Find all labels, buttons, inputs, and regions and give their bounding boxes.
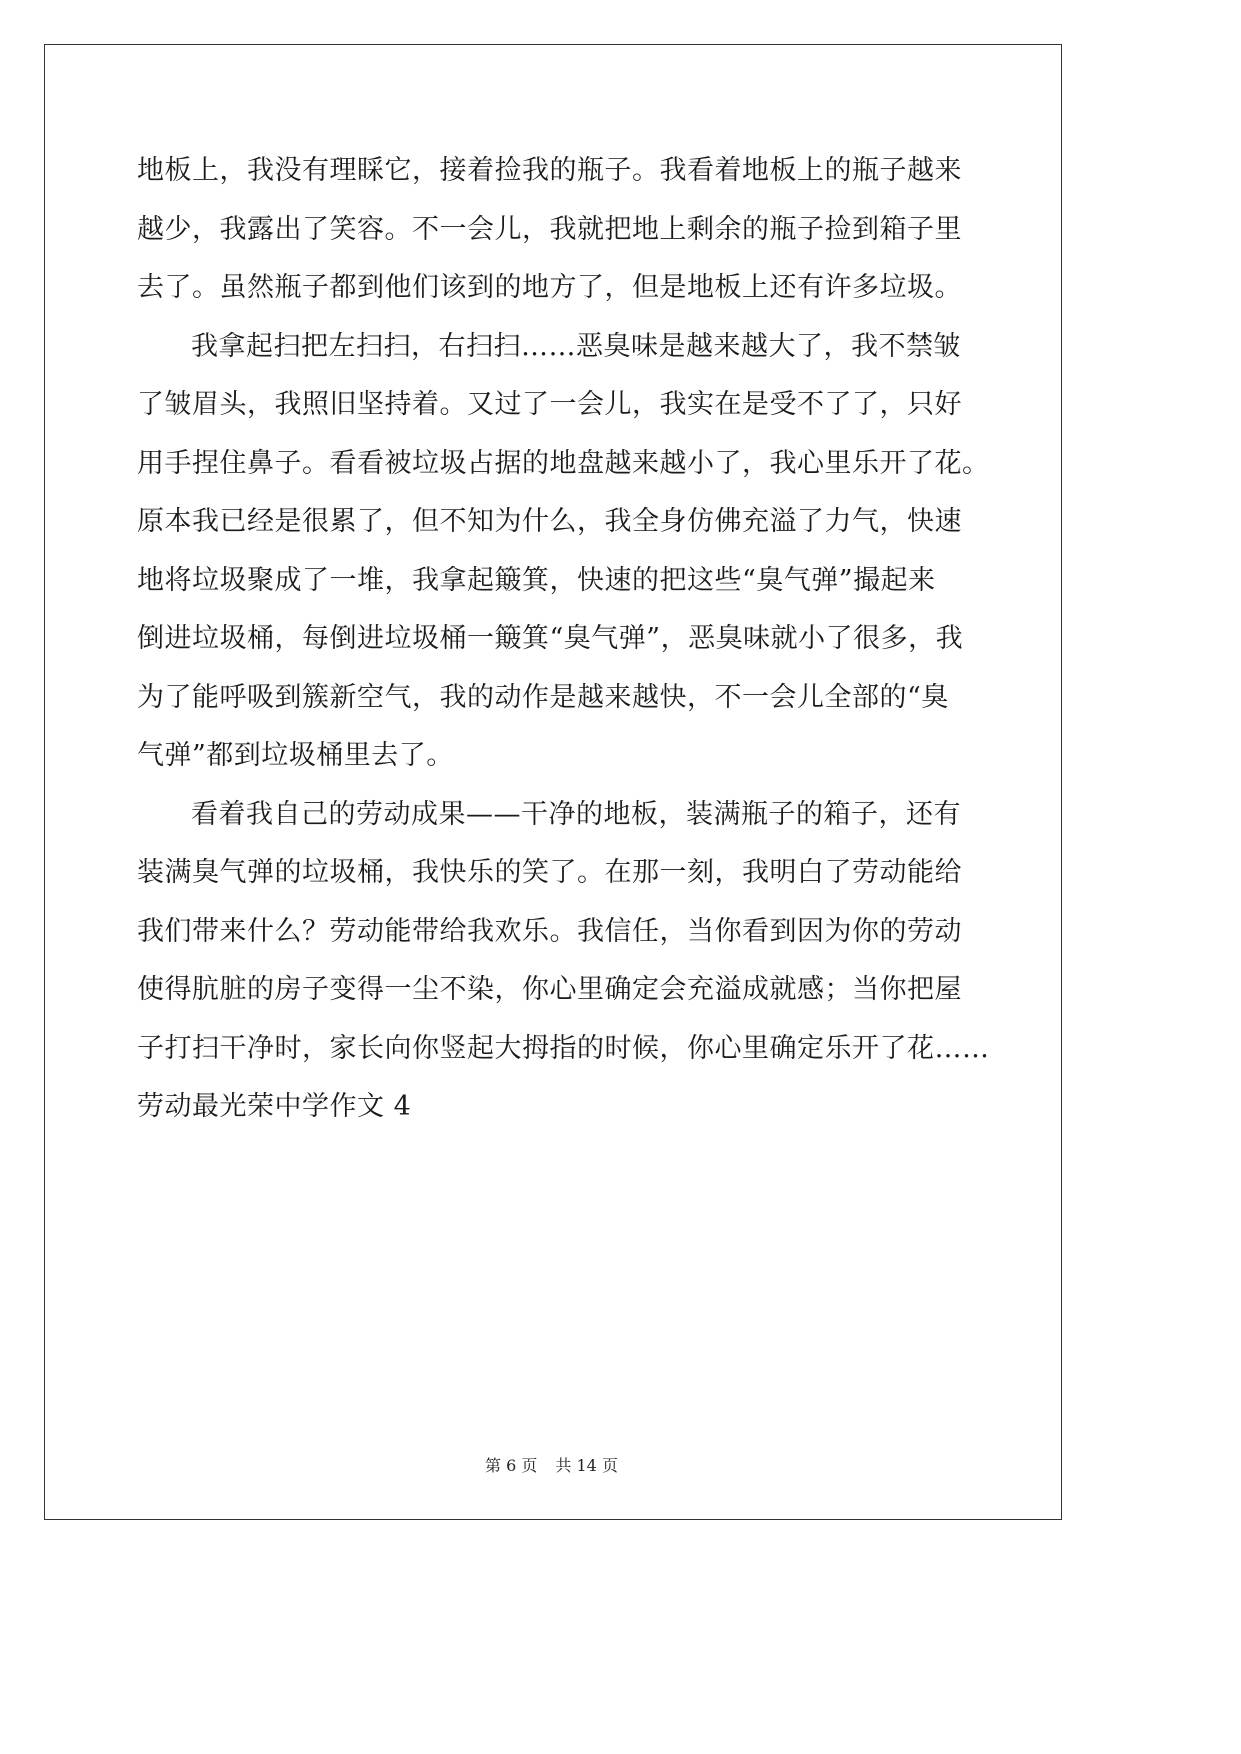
- text-line: 看着我自己的劳动成果——干净的地板，装满瓶子的箱子，还有: [191, 798, 961, 830]
- text-line: 地将垃圾聚成了一堆，我拿起簸箕，快速的把这些“臭气弹”撮起来: [137, 564, 936, 596]
- text-line: 了皱眉头，我照旧坚持着。又过了一会儿，我实在是受不了了，只好: [137, 389, 962, 420]
- text-line: 倒进垃圾桶，每倒进垃圾桶一簸箕“臭气弹”，恶臭味就小了很多，我: [137, 623, 964, 654]
- text-line: 装满臭气弹的垃圾桶，我快乐的笑了。在那一刻，我明白了劳动能给: [137, 857, 962, 888]
- text-line: 原本我已经是很累了，但不知为什么，我全身仿佛充溢了力气，快速: [137, 506, 962, 537]
- text-line: 为了能呼吸到簇新空气，我的动作是越来越快，不一会儿全部的“臭: [137, 681, 949, 713]
- text-line: 使得肮脏的房子变得一尘不染，你心里确定会充溢成就感；当你把屋: [137, 974, 962, 1005]
- page-total: 共 14 页: [555, 1456, 618, 1475]
- section-heading: 劳动最光荣中学作文 4: [137, 1091, 412, 1122]
- document-body: [137, 142, 990, 1137]
- text-line: 地板上，我没有理睬它，接着捡我的瓶子。我看着地板上的瓶子越来: [137, 155, 962, 186]
- text-line: 越少，我露出了笑容。不一会儿，我就把地上剩余的瓶子捡到箱子里: [137, 213, 962, 245]
- text-line: 我们带来什么？劳动能带给我欢乐。我信任，当你看到因为你的劳动: [137, 915, 962, 947]
- text-line: 用手捏住鼻子。看看被垃圾占据的地盘越来越小了，我心里乐开了花。: [137, 447, 990, 479]
- page-footer: [0, 1453, 1103, 1476]
- page-number: 第 6 页: [485, 1456, 538, 1475]
- text-line: 气弹”都到垃圾桶里去了。: [137, 740, 454, 771]
- text-line: 我拿起扫把左扫扫，右扫扫……恶臭味是越来越大了，我不禁皱: [191, 330, 961, 362]
- text-line: 子打扫干净时，家长向你竖起大拇指的时候，你心里确定乐开了花……: [137, 1032, 990, 1064]
- text-line: 去了。虽然瓶子都到他们该到的地方了，但是地板上还有许多垃圾。: [137, 272, 962, 303]
